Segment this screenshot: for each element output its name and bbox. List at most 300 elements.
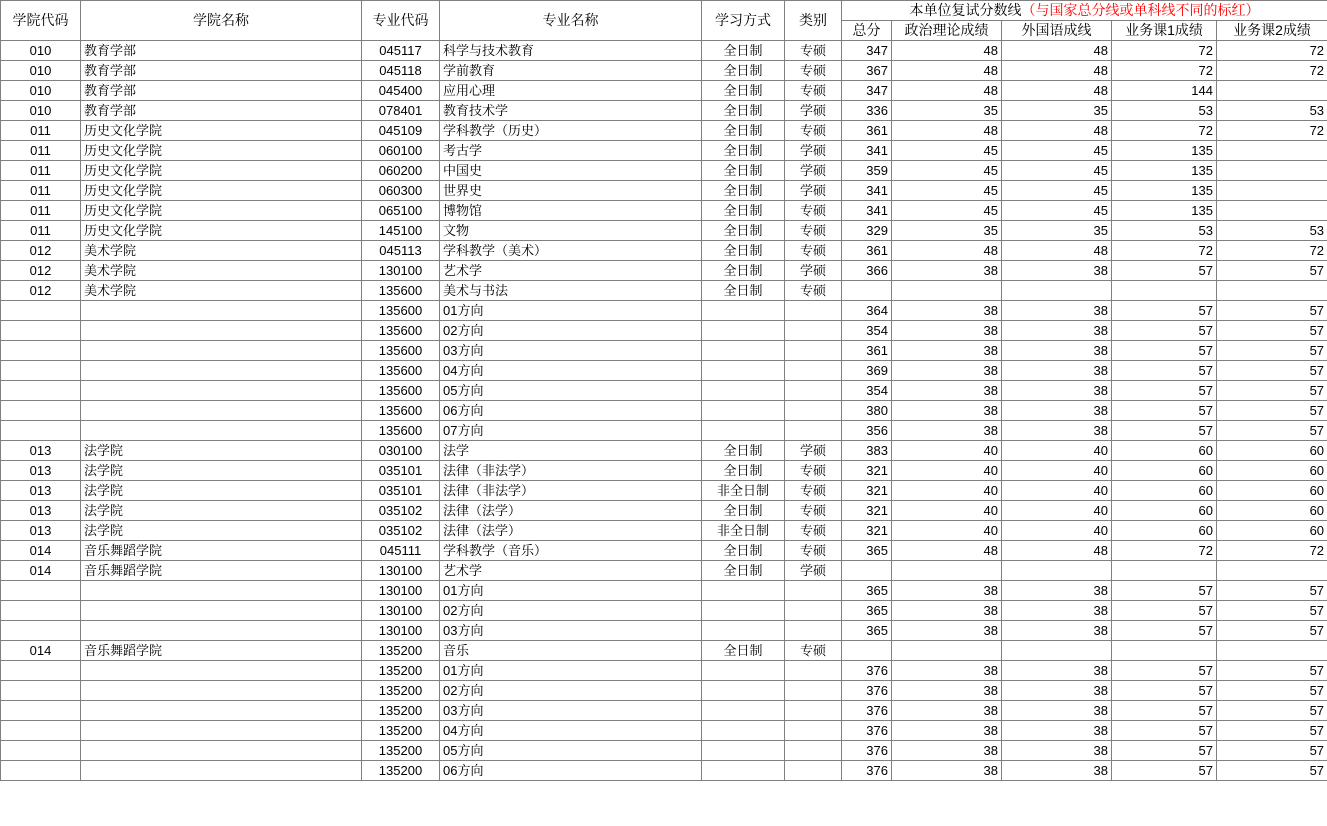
table-row xyxy=(1,321,1327,341)
cell-major-name: 06方向 xyxy=(440,401,702,421)
cell-course2: 57 xyxy=(1217,721,1327,741)
cell-politics: 38 xyxy=(892,681,1002,701)
table-row xyxy=(1,441,1327,461)
cell-total: 341 xyxy=(842,181,892,201)
table-row xyxy=(1,121,1327,141)
cell-category xyxy=(785,361,842,381)
table-row xyxy=(1,161,1327,181)
cell-politics: 40 xyxy=(892,521,1002,541)
table-row xyxy=(1,221,1327,241)
cell-college-code: 011 xyxy=(1,161,81,181)
table-row xyxy=(1,41,1327,61)
cell-study-mode: 全日制 xyxy=(702,121,785,141)
table-row xyxy=(1,681,1327,701)
cell-total: 361 xyxy=(842,241,892,261)
cell-study-mode: 全日制 xyxy=(702,221,785,241)
cell-politics: 35 xyxy=(892,221,1002,241)
cell-politics: 38 xyxy=(892,581,1002,601)
cell-politics: 48 xyxy=(892,81,1002,101)
cell-course1 xyxy=(1112,281,1217,301)
cell-course2: 57 xyxy=(1217,661,1327,681)
cell-course2: 57 xyxy=(1217,401,1327,421)
cell-politics: 48 xyxy=(892,541,1002,561)
table-row xyxy=(1,721,1327,741)
cell-study-mode: 全日制 xyxy=(702,441,785,461)
cell-college-code: 010 xyxy=(1,61,81,81)
cell-study-mode xyxy=(702,741,785,761)
cell-category xyxy=(785,421,842,441)
cell-college-code xyxy=(1,321,81,341)
cell-course1: 57 xyxy=(1112,661,1217,681)
cell-major-code: 135600 xyxy=(362,281,440,301)
cell-college-name: 历史文化学院 xyxy=(81,201,362,221)
cell-course1: 135 xyxy=(1112,201,1217,221)
cell-major-code: 045113 xyxy=(362,241,440,261)
table-row xyxy=(1,81,1327,101)
cell-major-name: 应用心理 xyxy=(440,81,702,101)
cell-total: 383 xyxy=(842,441,892,461)
cell-course2: 57 xyxy=(1217,361,1327,381)
cell-course2: 60 xyxy=(1217,521,1327,541)
cell-category: 专硕 xyxy=(785,121,842,141)
cell-course2 xyxy=(1217,281,1327,301)
cell-politics: 40 xyxy=(892,441,1002,461)
cell-study-mode: 全日制 xyxy=(702,281,785,301)
cell-study-mode xyxy=(702,761,785,781)
cell-college-code xyxy=(1,741,81,761)
table-row xyxy=(1,301,1327,321)
cell-course2: 60 xyxy=(1217,441,1327,461)
cell-major-name: 学前教育 xyxy=(440,61,702,81)
cell-total: 376 xyxy=(842,761,892,781)
header-course1: 业务课1成绩 xyxy=(1112,21,1217,41)
cell-major-name: 03方向 xyxy=(440,621,702,641)
cell-college-name xyxy=(81,321,362,341)
cell-study-mode: 全日制 xyxy=(702,181,785,201)
cell-foreign-language: 38 xyxy=(1002,401,1112,421)
cell-study-mode: 非全日制 xyxy=(702,521,785,541)
cell-college-name xyxy=(81,601,362,621)
cell-total: 361 xyxy=(842,341,892,361)
cell-major-code: 135200 xyxy=(362,661,440,681)
cell-major-name: 法律（非法学） xyxy=(440,481,702,501)
cell-college-code: 013 xyxy=(1,501,81,521)
table-row xyxy=(1,341,1327,361)
cell-course1: 57 xyxy=(1112,381,1217,401)
cell-college-name: 历史文化学院 xyxy=(81,121,362,141)
cell-foreign-language: 45 xyxy=(1002,181,1112,201)
cell-study-mode xyxy=(702,601,785,621)
cell-course2: 57 xyxy=(1217,761,1327,781)
cell-course1: 57 xyxy=(1112,301,1217,321)
cell-politics: 35 xyxy=(892,101,1002,121)
table-row xyxy=(1,101,1327,121)
cell-major-code: 135600 xyxy=(362,301,440,321)
cell-study-mode xyxy=(702,581,785,601)
cell-category xyxy=(785,721,842,741)
cell-category: 专硕 xyxy=(785,61,842,81)
cell-category xyxy=(785,701,842,721)
cell-major-name: 04方向 xyxy=(440,361,702,381)
cell-major-code: 130100 xyxy=(362,601,440,621)
cell-category: 专硕 xyxy=(785,481,842,501)
cell-foreign-language: 40 xyxy=(1002,501,1112,521)
cell-college-code xyxy=(1,341,81,361)
cell-major-name: 01方向 xyxy=(440,581,702,601)
cell-study-mode: 全日制 xyxy=(702,501,785,521)
cell-college-name xyxy=(81,421,362,441)
cell-major-code: 060200 xyxy=(362,161,440,181)
cell-major-code: 135600 xyxy=(362,421,440,441)
cell-college-code: 013 xyxy=(1,481,81,501)
table-row xyxy=(1,601,1327,621)
cell-course2: 57 xyxy=(1217,321,1327,341)
cell-foreign-language: 40 xyxy=(1002,481,1112,501)
table-row xyxy=(1,621,1327,641)
cell-major-code: 045118 xyxy=(362,61,440,81)
cell-total: 369 xyxy=(842,361,892,381)
cell-college-name xyxy=(81,581,362,601)
cell-major-code: 045400 xyxy=(362,81,440,101)
header-major-code: 专业代码 xyxy=(362,1,440,41)
cell-politics: 38 xyxy=(892,761,1002,781)
cell-foreign-language: 48 xyxy=(1002,241,1112,261)
cell-major-name: 学科教学（美术） xyxy=(440,241,702,261)
cell-foreign-language: 40 xyxy=(1002,461,1112,481)
cell-category xyxy=(785,381,842,401)
cell-total: 321 xyxy=(842,461,892,481)
cell-college-name: 教育学部 xyxy=(81,81,362,101)
cell-major-name: 07方向 xyxy=(440,421,702,441)
cell-course1: 60 xyxy=(1112,481,1217,501)
cell-college-name: 音乐舞蹈学院 xyxy=(81,641,362,661)
table-row xyxy=(1,281,1327,301)
cell-major-code: 135200 xyxy=(362,641,440,661)
cell-category xyxy=(785,621,842,641)
cell-major-name: 中国史 xyxy=(440,161,702,181)
cell-category xyxy=(785,761,842,781)
cell-course1: 57 xyxy=(1112,581,1217,601)
cell-foreign-language: 40 xyxy=(1002,521,1112,541)
cell-major-name: 03方向 xyxy=(440,341,702,361)
cell-course1: 60 xyxy=(1112,501,1217,521)
cell-course1: 57 xyxy=(1112,341,1217,361)
table-row xyxy=(1,381,1327,401)
cell-college-name: 教育学部 xyxy=(81,101,362,121)
cell-course2: 57 xyxy=(1217,621,1327,641)
cell-major-name: 05方向 xyxy=(440,381,702,401)
cell-foreign-language: 45 xyxy=(1002,201,1112,221)
cell-foreign-language: 48 xyxy=(1002,81,1112,101)
cell-college-name: 历史文化学院 xyxy=(81,221,362,241)
cell-major-code: 130100 xyxy=(362,261,440,281)
cell-foreign-language xyxy=(1002,281,1112,301)
cell-politics: 45 xyxy=(892,141,1002,161)
cell-course2 xyxy=(1217,161,1327,181)
cell-politics: 48 xyxy=(892,241,1002,261)
cell-study-mode: 全日制 xyxy=(702,561,785,581)
cell-course2: 72 xyxy=(1217,541,1327,561)
cell-foreign-language: 38 xyxy=(1002,581,1112,601)
cell-major-name: 艺术学 xyxy=(440,261,702,281)
table-row xyxy=(1,61,1327,81)
cell-college-code xyxy=(1,761,81,781)
cell-college-name: 美术学院 xyxy=(81,241,362,261)
cell-category xyxy=(785,661,842,681)
cell-college-name: 法学院 xyxy=(81,481,362,501)
cell-total: 347 xyxy=(842,41,892,61)
cell-college-name: 历史文化学院 xyxy=(81,181,362,201)
cell-course1: 72 xyxy=(1112,41,1217,61)
cell-foreign-language: 45 xyxy=(1002,161,1112,181)
table-header xyxy=(1,1,1327,41)
cell-major-code: 030100 xyxy=(362,441,440,461)
cell-total: 356 xyxy=(842,421,892,441)
cell-politics: 38 xyxy=(892,621,1002,641)
cell-course2: 57 xyxy=(1217,741,1327,761)
cell-category: 专硕 xyxy=(785,501,842,521)
cell-college-name: 法学院 xyxy=(81,441,362,461)
cell-course1: 57 xyxy=(1112,761,1217,781)
cell-politics: 40 xyxy=(892,461,1002,481)
cell-total: 380 xyxy=(842,401,892,421)
cell-politics: 48 xyxy=(892,41,1002,61)
cell-study-mode: 全日制 xyxy=(702,61,785,81)
cell-course2: 57 xyxy=(1217,301,1327,321)
cell-college-code xyxy=(1,401,81,421)
cell-course2: 60 xyxy=(1217,501,1327,521)
cell-study-mode: 全日制 xyxy=(702,41,785,61)
cell-foreign-language: 48 xyxy=(1002,541,1112,561)
table-row xyxy=(1,561,1327,581)
cell-total: 376 xyxy=(842,741,892,761)
cell-politics: 45 xyxy=(892,181,1002,201)
cell-total: 376 xyxy=(842,721,892,741)
cell-course2: 57 xyxy=(1217,601,1327,621)
cell-major-name: 世界史 xyxy=(440,181,702,201)
cell-study-mode: 全日制 xyxy=(702,541,785,561)
cell-course1: 72 xyxy=(1112,61,1217,81)
cell-politics: 38 xyxy=(892,701,1002,721)
cell-college-name xyxy=(81,361,362,381)
cell-course2 xyxy=(1217,561,1327,581)
cell-course1: 57 xyxy=(1112,401,1217,421)
cell-college-code: 014 xyxy=(1,561,81,581)
cell-major-code: 035102 xyxy=(362,521,440,541)
cell-total: 359 xyxy=(842,161,892,181)
cell-course2 xyxy=(1217,641,1327,661)
cell-category: 学硕 xyxy=(785,441,842,461)
cell-course1: 144 xyxy=(1112,81,1217,101)
cell-college-name: 美术学院 xyxy=(81,261,362,281)
cell-category: 学硕 xyxy=(785,181,842,201)
cell-major-name: 02方向 xyxy=(440,601,702,621)
cell-foreign-language: 38 xyxy=(1002,721,1112,741)
cell-foreign-language: 38 xyxy=(1002,381,1112,401)
cell-politics: 38 xyxy=(892,421,1002,441)
table-row xyxy=(1,141,1327,161)
cell-foreign-language: 38 xyxy=(1002,601,1112,621)
cell-major-name: 法律（法学） xyxy=(440,501,702,521)
table-row xyxy=(1,401,1327,421)
cell-major-name: 文物 xyxy=(440,221,702,241)
cell-politics xyxy=(892,561,1002,581)
cell-category: 专硕 xyxy=(785,241,842,261)
cell-total: 376 xyxy=(842,681,892,701)
cell-category: 学硕 xyxy=(785,101,842,121)
cell-course1: 57 xyxy=(1112,721,1217,741)
table-row xyxy=(1,261,1327,281)
header-foreign-language: 外国语成线 xyxy=(1002,21,1112,41)
cell-category xyxy=(785,741,842,761)
cell-total: 354 xyxy=(842,321,892,341)
cell-course2: 57 xyxy=(1217,261,1327,281)
cell-college-name xyxy=(81,701,362,721)
cell-foreign-language: 45 xyxy=(1002,141,1112,161)
cell-study-mode: 全日制 xyxy=(702,461,785,481)
cell-college-name xyxy=(81,301,362,321)
cell-major-name: 博物馆 xyxy=(440,201,702,221)
cell-category: 专硕 xyxy=(785,281,842,301)
table-row xyxy=(1,461,1327,481)
cell-course2: 57 xyxy=(1217,341,1327,361)
cell-total: 365 xyxy=(842,541,892,561)
cell-major-code: 135600 xyxy=(362,341,440,361)
cell-college-code xyxy=(1,621,81,641)
cell-study-mode xyxy=(702,341,785,361)
cell-study-mode xyxy=(702,701,785,721)
header-category: 类别 xyxy=(785,1,842,41)
cell-major-code: 135200 xyxy=(362,761,440,781)
cell-politics: 40 xyxy=(892,501,1002,521)
cell-category xyxy=(785,581,842,601)
cell-college-code: 011 xyxy=(1,181,81,201)
cell-total: 321 xyxy=(842,501,892,521)
cell-total: 336 xyxy=(842,101,892,121)
header-college-code: 学院代码 xyxy=(1,1,81,41)
cell-foreign-language: 48 xyxy=(1002,61,1112,81)
cell-major-code: 045117 xyxy=(362,41,440,61)
cell-foreign-language: 38 xyxy=(1002,421,1112,441)
cell-course2 xyxy=(1217,141,1327,161)
cell-college-code: 013 xyxy=(1,521,81,541)
cell-total: 347 xyxy=(842,81,892,101)
cell-course1: 57 xyxy=(1112,421,1217,441)
cell-category: 专硕 xyxy=(785,221,842,241)
table-row xyxy=(1,481,1327,501)
cell-total: 361 xyxy=(842,121,892,141)
cell-major-name: 法律（法学） xyxy=(440,521,702,541)
cell-college-code xyxy=(1,581,81,601)
cell-total: 341 xyxy=(842,141,892,161)
cell-course1: 57 xyxy=(1112,321,1217,341)
cell-college-name: 法学院 xyxy=(81,461,362,481)
cell-total: 376 xyxy=(842,701,892,721)
cell-major-code: 035102 xyxy=(362,501,440,521)
cell-study-mode xyxy=(702,301,785,321)
cell-study-mode: 全日制 xyxy=(702,241,785,261)
cell-major-code: 130100 xyxy=(362,581,440,601)
header-score-line-group xyxy=(842,1,1327,21)
cell-course2: 60 xyxy=(1217,461,1327,481)
cell-major-name: 学科教学（音乐） xyxy=(440,541,702,561)
cell-major-code: 035101 xyxy=(362,481,440,501)
cell-politics: 45 xyxy=(892,161,1002,181)
cell-foreign-language: 38 xyxy=(1002,261,1112,281)
table-row xyxy=(1,541,1327,561)
cell-foreign-language: 38 xyxy=(1002,681,1112,701)
cell-study-mode: 全日制 xyxy=(702,141,785,161)
cell-college-name: 教育学部 xyxy=(81,41,362,61)
table-row xyxy=(1,241,1327,261)
cell-college-code xyxy=(1,361,81,381)
cell-study-mode xyxy=(702,361,785,381)
table-row xyxy=(1,661,1327,681)
cell-course1: 72 xyxy=(1112,241,1217,261)
cell-major-code: 130100 xyxy=(362,561,440,581)
cell-politics: 38 xyxy=(892,401,1002,421)
table-row xyxy=(1,181,1327,201)
cell-study-mode xyxy=(702,681,785,701)
cell-college-name: 音乐舞蹈学院 xyxy=(81,561,362,581)
cell-category: 专硕 xyxy=(785,461,842,481)
cell-total xyxy=(842,561,892,581)
cell-major-name: 03方向 xyxy=(440,701,702,721)
cell-study-mode: 全日制 xyxy=(702,101,785,121)
cell-college-name: 法学院 xyxy=(81,501,362,521)
cell-category xyxy=(785,681,842,701)
cell-foreign-language: 35 xyxy=(1002,221,1112,241)
cell-major-code: 045109 xyxy=(362,121,440,141)
cell-major-code: 078401 xyxy=(362,101,440,121)
cell-college-name: 法学院 xyxy=(81,521,362,541)
cell-college-name: 教育学部 xyxy=(81,61,362,81)
cell-study-mode xyxy=(702,401,785,421)
cell-category: 专硕 xyxy=(785,41,842,61)
table-row xyxy=(1,741,1327,761)
cell-foreign-language: 40 xyxy=(1002,441,1112,461)
cell-course2: 57 xyxy=(1217,381,1327,401)
cell-course1: 53 xyxy=(1112,101,1217,121)
cell-category xyxy=(785,401,842,421)
cell-study-mode xyxy=(702,421,785,441)
cell-course2: 72 xyxy=(1217,61,1327,81)
cell-course1: 57 xyxy=(1112,601,1217,621)
cell-course2: 57 xyxy=(1217,701,1327,721)
table-body xyxy=(1,41,1327,781)
cell-foreign-language: 48 xyxy=(1002,41,1112,61)
cell-category xyxy=(785,341,842,361)
cell-foreign-language: 48 xyxy=(1002,121,1112,141)
table-row xyxy=(1,201,1327,221)
cell-college-code: 014 xyxy=(1,541,81,561)
cell-college-code: 014 xyxy=(1,641,81,661)
cell-study-mode xyxy=(702,621,785,641)
cell-politics xyxy=(892,641,1002,661)
cell-foreign-language: 35 xyxy=(1002,101,1112,121)
cell-total: 329 xyxy=(842,221,892,241)
cell-course1: 72 xyxy=(1112,541,1217,561)
table-row xyxy=(1,641,1327,661)
table-row xyxy=(1,521,1327,541)
cell-course2 xyxy=(1217,181,1327,201)
cell-major-name: 02方向 xyxy=(440,681,702,701)
cell-course2: 72 xyxy=(1217,41,1327,61)
cell-foreign-language: 38 xyxy=(1002,361,1112,381)
cell-major-code: 135200 xyxy=(362,721,440,741)
cell-foreign-language: 38 xyxy=(1002,301,1112,321)
cell-total xyxy=(842,281,892,301)
